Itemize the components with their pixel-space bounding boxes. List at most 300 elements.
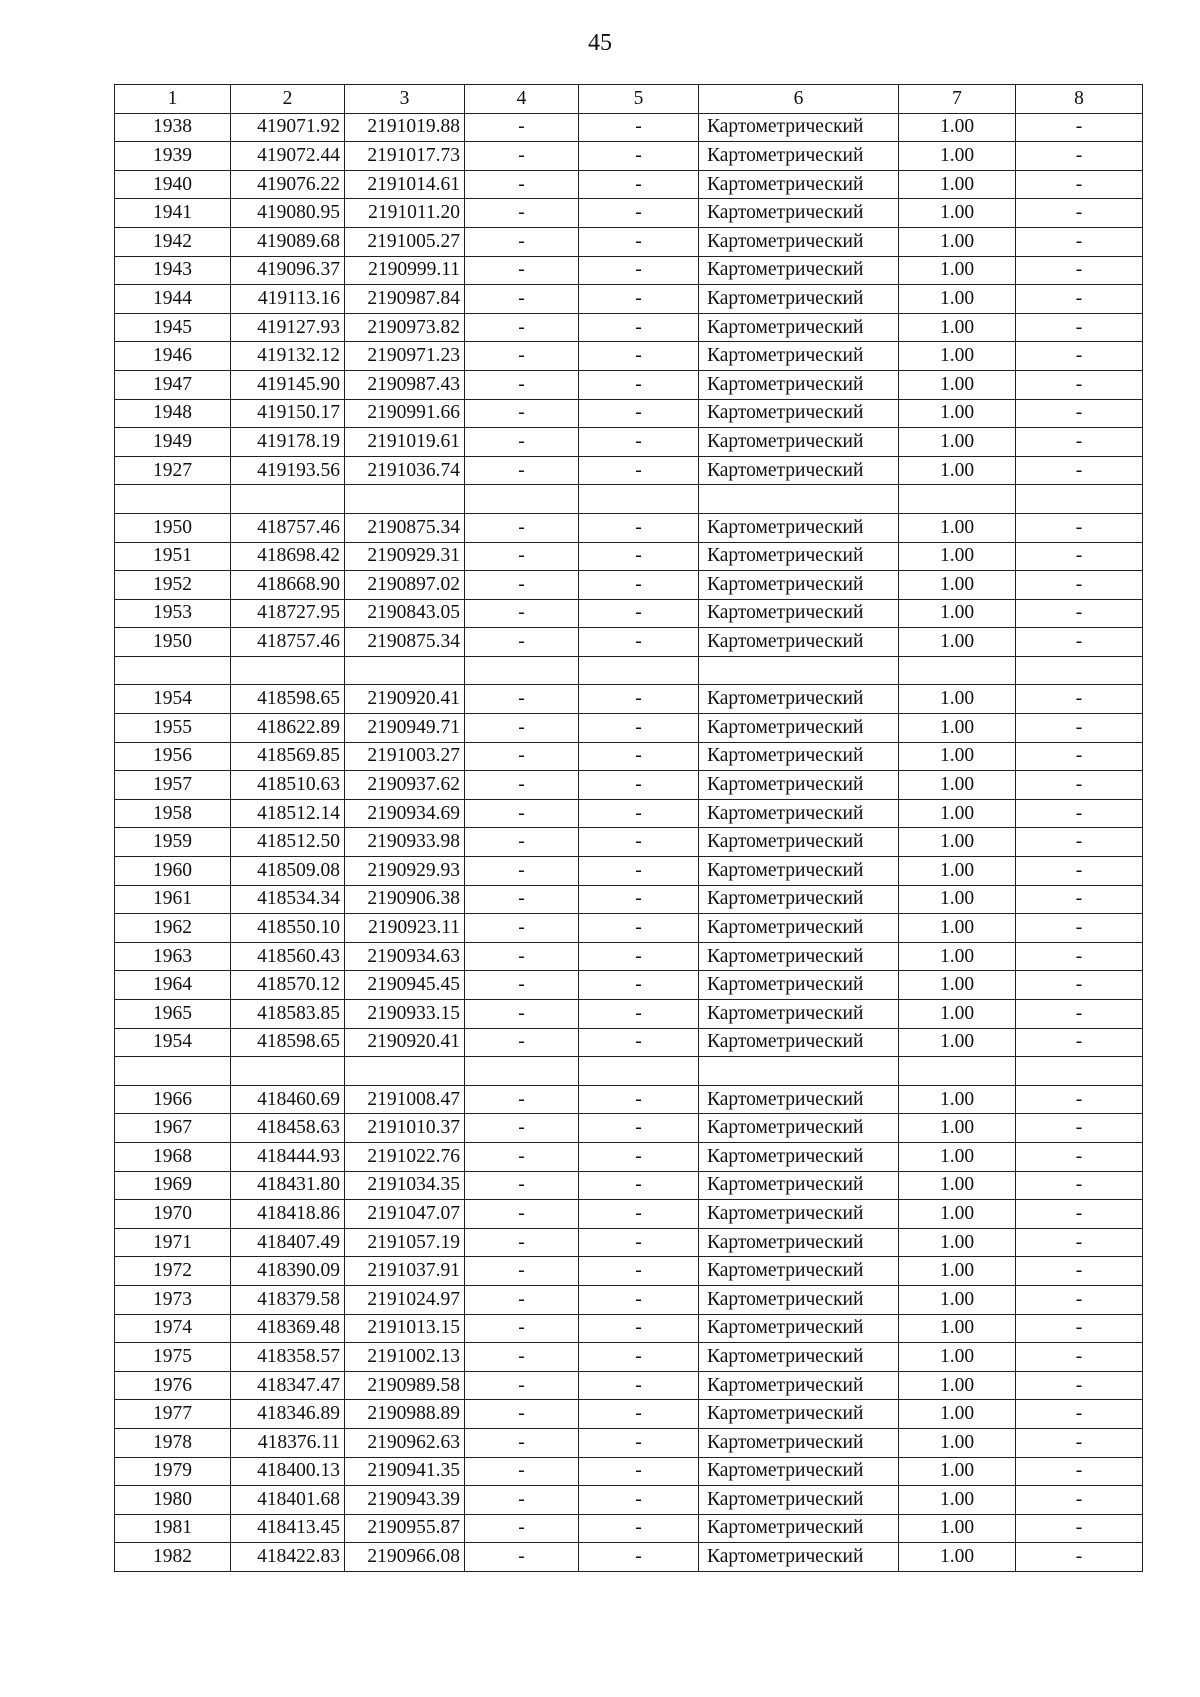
coordinates-table <box>114 84 1143 1572</box>
y-coordinate-cell: 2191014.61 <box>345 170 465 199</box>
col-4-cell: - <box>465 1000 579 1029</box>
table-row <box>115 113 1143 142</box>
col-8-cell: - <box>1016 1400 1143 1429</box>
col-5-cell: - <box>579 342 699 371</box>
x-coordinate-cell: 419076.22 <box>231 170 345 199</box>
col-4-cell: - <box>465 799 579 828</box>
table-row <box>115 971 1143 1000</box>
col-8-cell: - <box>1016 1543 1143 1572</box>
accuracy-cell: 1.00 <box>899 628 1016 657</box>
point-number-cell: 1975 <box>115 1343 231 1372</box>
y-coordinate-cell: 2191019.61 <box>345 428 465 457</box>
col-8-cell: - <box>1016 828 1143 857</box>
method-cell: Картометрический <box>699 1200 899 1229</box>
col-5-cell: - <box>579 113 699 142</box>
table-row <box>115 914 1143 943</box>
point-number-cell: 1956 <box>115 742 231 771</box>
page-number: 45 <box>588 30 612 56</box>
method-cell: Картометрический <box>699 1343 899 1372</box>
col-4-cell: - <box>465 1171 579 1200</box>
separator-cell <box>899 485 1016 514</box>
separator-cell <box>579 656 699 685</box>
accuracy-cell: 1.00 <box>899 256 1016 285</box>
col-4-cell: - <box>465 1543 579 1572</box>
col-8-cell: - <box>1016 599 1143 628</box>
col-4-cell: - <box>465 170 579 199</box>
col-5-cell: - <box>579 1285 699 1314</box>
col-5-cell: - <box>579 714 699 743</box>
col-5-cell: - <box>579 1371 699 1400</box>
separator-cell <box>1016 656 1143 685</box>
x-coordinate-cell: 419178.19 <box>231 428 345 457</box>
point-number-cell: 1955 <box>115 714 231 743</box>
col-4-cell: - <box>465 256 579 285</box>
method-cell: Картометрический <box>699 599 899 628</box>
col-8-cell: - <box>1016 285 1143 314</box>
col-8-cell: - <box>1016 370 1143 399</box>
separator-cell <box>231 1057 345 1086</box>
y-coordinate-cell: 2191034.35 <box>345 1171 465 1200</box>
col-5-cell: - <box>579 170 699 199</box>
x-coordinate-cell: 419127.93 <box>231 313 345 342</box>
table-row <box>115 1200 1143 1229</box>
col-5-cell: - <box>579 571 699 600</box>
point-number-cell: 1965 <box>115 1000 231 1029</box>
separator-cell <box>115 485 231 514</box>
col-8-cell: - <box>1016 914 1143 943</box>
accuracy-cell: 1.00 <box>899 1343 1016 1372</box>
col-5-cell: - <box>579 1114 699 1143</box>
point-number-cell: 1963 <box>115 942 231 971</box>
table-row <box>115 771 1143 800</box>
col-4-cell: - <box>465 971 579 1000</box>
accuracy-cell: 1.00 <box>899 942 1016 971</box>
point-number-cell: 1954 <box>115 685 231 714</box>
col-5-cell: - <box>579 399 699 428</box>
point-number-cell: 1941 <box>115 199 231 228</box>
col-8-cell: - <box>1016 1200 1143 1229</box>
col-5-cell: - <box>579 971 699 1000</box>
col-8-cell: - <box>1016 742 1143 771</box>
col-4-cell: - <box>465 313 579 342</box>
col-8-cell: - <box>1016 199 1143 228</box>
y-coordinate-cell: 2191037.91 <box>345 1257 465 1286</box>
accuracy-cell: 1.00 <box>899 399 1016 428</box>
method-cell: Картометрический <box>699 1000 899 1029</box>
col-5-cell: - <box>579 1028 699 1057</box>
x-coordinate-cell: 418512.50 <box>231 828 345 857</box>
method-cell: Картометрический <box>699 313 899 342</box>
point-number-cell: 1944 <box>115 285 231 314</box>
y-coordinate-cell: 2190933.98 <box>345 828 465 857</box>
point-number-cell: 1964 <box>115 971 231 1000</box>
accuracy-cell: 1.00 <box>899 456 1016 485</box>
col-5-cell: - <box>579 370 699 399</box>
column-header-6: 6 <box>699 85 899 114</box>
y-coordinate-cell: 2191036.74 <box>345 456 465 485</box>
col-5-cell: - <box>579 285 699 314</box>
col-5-cell: - <box>579 1200 699 1229</box>
col-4-cell: - <box>465 1200 579 1229</box>
table-row <box>115 1457 1143 1486</box>
col-4-cell: - <box>465 399 579 428</box>
y-coordinate-cell: 2190991.66 <box>345 399 465 428</box>
table-row <box>115 885 1143 914</box>
point-number-cell: 1959 <box>115 828 231 857</box>
point-number-cell: 1978 <box>115 1428 231 1457</box>
col-4-cell: - <box>465 1457 579 1486</box>
y-coordinate-cell: 2190875.34 <box>345 628 465 657</box>
x-coordinate-cell: 418560.43 <box>231 942 345 971</box>
point-number-cell: 1958 <box>115 799 231 828</box>
x-coordinate-cell: 419132.12 <box>231 342 345 371</box>
table-row <box>115 1486 1143 1515</box>
separator-cell <box>899 656 1016 685</box>
col-5-cell: - <box>579 628 699 657</box>
col-8-cell: - <box>1016 227 1143 256</box>
point-number-cell: 1948 <box>115 399 231 428</box>
x-coordinate-cell: 419150.17 <box>231 399 345 428</box>
point-number-cell: 1940 <box>115 170 231 199</box>
column-header-2: 2 <box>231 85 345 114</box>
col-4-cell: - <box>465 714 579 743</box>
table-row <box>115 142 1143 171</box>
col-4-cell: - <box>465 428 579 457</box>
col-5-cell: - <box>579 256 699 285</box>
col-4-cell: - <box>465 1257 579 1286</box>
accuracy-cell: 1.00 <box>899 428 1016 457</box>
table-row <box>115 1514 1143 1543</box>
point-number-cell: 1953 <box>115 599 231 628</box>
x-coordinate-cell: 418346.89 <box>231 1400 345 1429</box>
point-number-cell: 1979 <box>115 1457 231 1486</box>
x-coordinate-cell: 418698.42 <box>231 542 345 571</box>
method-cell: Картометрический <box>699 1028 899 1057</box>
col-8-cell: - <box>1016 1000 1143 1029</box>
accuracy-cell: 1.00 <box>899 1028 1016 1057</box>
col-8-cell: - <box>1016 857 1143 886</box>
accuracy-cell: 1.00 <box>899 857 1016 886</box>
col-5-cell: - <box>579 1257 699 1286</box>
accuracy-cell: 1.00 <box>899 199 1016 228</box>
method-cell: Картометрический <box>699 370 899 399</box>
col-8-cell: - <box>1016 1142 1143 1171</box>
accuracy-cell: 1.00 <box>899 571 1016 600</box>
method-cell: Картометрический <box>699 1428 899 1457</box>
x-coordinate-cell: 418569.85 <box>231 742 345 771</box>
point-number-cell: 1970 <box>115 1200 231 1229</box>
separator-cell <box>699 656 899 685</box>
point-number-cell: 1960 <box>115 857 231 886</box>
accuracy-cell: 1.00 <box>899 1371 1016 1400</box>
col-8-cell: - <box>1016 799 1143 828</box>
col-4-cell: - <box>465 599 579 628</box>
separator-cell <box>465 485 579 514</box>
method-cell: Картометрический <box>699 1228 899 1257</box>
method-cell: Картометрический <box>699 714 899 743</box>
accuracy-cell: 1.00 <box>899 1457 1016 1486</box>
y-coordinate-cell: 2190897.02 <box>345 571 465 600</box>
table-row <box>115 342 1143 371</box>
col-4-cell: - <box>465 1142 579 1171</box>
point-number-cell: 1973 <box>115 1285 231 1314</box>
col-5-cell: - <box>579 513 699 542</box>
point-number-cell: 1950 <box>115 628 231 657</box>
y-coordinate-cell: 2190929.31 <box>345 542 465 571</box>
table-row <box>115 571 1143 600</box>
col-5-cell: - <box>579 227 699 256</box>
method-cell: Картометрический <box>699 256 899 285</box>
method-cell: Картометрический <box>699 170 899 199</box>
table-row <box>115 256 1143 285</box>
point-number-cell: 1939 <box>115 142 231 171</box>
x-coordinate-cell: 419080.95 <box>231 199 345 228</box>
table-row <box>115 227 1143 256</box>
table-row <box>115 1000 1143 1029</box>
method-cell: Картометрический <box>699 342 899 371</box>
x-coordinate-cell: 418376.11 <box>231 1428 345 1457</box>
col-5-cell: - <box>579 1543 699 1572</box>
y-coordinate-cell: 2190923.11 <box>345 914 465 943</box>
table-row <box>115 1171 1143 1200</box>
accuracy-cell: 1.00 <box>899 1428 1016 1457</box>
table-row <box>115 1371 1143 1400</box>
col-8-cell: - <box>1016 1457 1143 1486</box>
col-5-cell: - <box>579 1343 699 1372</box>
method-cell: Картометрический <box>699 1457 899 1486</box>
y-coordinate-cell: 2191022.76 <box>345 1142 465 1171</box>
y-coordinate-cell: 2191057.19 <box>345 1228 465 1257</box>
accuracy-cell: 1.00 <box>899 1486 1016 1515</box>
col-5-cell: - <box>579 914 699 943</box>
y-coordinate-cell: 2190988.89 <box>345 1400 465 1429</box>
method-cell: Картометрический <box>699 1114 899 1143</box>
point-number-cell: 1966 <box>115 1085 231 1114</box>
col-5-cell: - <box>579 685 699 714</box>
col-4-cell: - <box>465 1228 579 1257</box>
x-coordinate-cell: 418622.89 <box>231 714 345 743</box>
table-row <box>115 170 1143 199</box>
table-row <box>115 1257 1143 1286</box>
x-coordinate-cell: 418550.10 <box>231 914 345 943</box>
table-row <box>115 1085 1143 1114</box>
y-coordinate-cell: 2191005.27 <box>345 227 465 256</box>
x-coordinate-cell: 418509.08 <box>231 857 345 886</box>
col-8-cell: - <box>1016 885 1143 914</box>
col-5-cell: - <box>579 1228 699 1257</box>
x-coordinate-cell: 418444.93 <box>231 1142 345 1171</box>
method-cell: Картометрический <box>699 399 899 428</box>
column-header-5: 5 <box>579 85 699 114</box>
point-number-cell: 1947 <box>115 370 231 399</box>
table-row <box>115 428 1143 457</box>
accuracy-cell: 1.00 <box>899 1142 1016 1171</box>
col-8-cell: - <box>1016 142 1143 171</box>
y-coordinate-cell: 2190945.45 <box>345 971 465 1000</box>
accuracy-cell: 1.00 <box>899 370 1016 399</box>
x-coordinate-cell: 418668.90 <box>231 571 345 600</box>
table-row <box>115 857 1143 886</box>
table-row <box>115 1400 1143 1429</box>
separator-cell <box>345 485 465 514</box>
x-coordinate-cell: 418757.46 <box>231 628 345 657</box>
separator-cell <box>1016 485 1143 514</box>
separator-cell <box>1016 1057 1143 1086</box>
table-row <box>115 1343 1143 1372</box>
separator-cell <box>115 656 231 685</box>
col-8-cell: - <box>1016 456 1143 485</box>
col-8-cell: - <box>1016 428 1143 457</box>
x-coordinate-cell: 418358.57 <box>231 1343 345 1372</box>
col-5-cell: - <box>579 1514 699 1543</box>
separator-cell <box>345 656 465 685</box>
accuracy-cell: 1.00 <box>899 1257 1016 1286</box>
accuracy-cell: 1.00 <box>899 1114 1016 1143</box>
accuracy-cell: 1.00 <box>899 1200 1016 1229</box>
table-row <box>115 456 1143 485</box>
col-5-cell: - <box>579 799 699 828</box>
method-cell: Картометрический <box>699 1314 899 1343</box>
col-8-cell: - <box>1016 1314 1143 1343</box>
col-5-cell: - <box>579 1142 699 1171</box>
point-number-cell: 1954 <box>115 1028 231 1057</box>
col-4-cell: - <box>465 370 579 399</box>
table-row <box>115 1142 1143 1171</box>
x-coordinate-cell: 419096.37 <box>231 256 345 285</box>
y-coordinate-cell: 2190962.63 <box>345 1428 465 1457</box>
accuracy-cell: 1.00 <box>899 142 1016 171</box>
col-5-cell: - <box>579 1085 699 1114</box>
x-coordinate-cell: 418570.12 <box>231 971 345 1000</box>
col-5-cell: - <box>579 885 699 914</box>
col-5-cell: - <box>579 542 699 571</box>
x-coordinate-cell: 418407.49 <box>231 1228 345 1257</box>
accuracy-cell: 1.00 <box>899 771 1016 800</box>
col-5-cell: - <box>579 1000 699 1029</box>
separator-cell <box>899 1057 1016 1086</box>
y-coordinate-cell: 2191013.15 <box>345 1314 465 1343</box>
x-coordinate-cell: 418534.34 <box>231 885 345 914</box>
col-8-cell: - <box>1016 1285 1143 1314</box>
method-cell: Картометрический <box>699 571 899 600</box>
x-coordinate-cell: 419072.44 <box>231 142 345 171</box>
y-coordinate-cell: 2190937.62 <box>345 771 465 800</box>
col-4-cell: - <box>465 142 579 171</box>
point-number-cell: 1927 <box>115 456 231 485</box>
method-cell: Картометрический <box>699 685 899 714</box>
accuracy-cell: 1.00 <box>899 1085 1016 1114</box>
accuracy-cell: 1.00 <box>899 685 1016 714</box>
x-coordinate-cell: 418422.83 <box>231 1543 345 1572</box>
accuracy-cell: 1.00 <box>899 227 1016 256</box>
col-8-cell: - <box>1016 542 1143 571</box>
y-coordinate-cell: 2190941.35 <box>345 1457 465 1486</box>
point-number-cell: 1961 <box>115 885 231 914</box>
method-cell: Картометрический <box>699 227 899 256</box>
y-coordinate-cell: 2191017.73 <box>345 142 465 171</box>
table-row <box>115 714 1143 743</box>
separator-cell <box>465 656 579 685</box>
separator-cell <box>465 1057 579 1086</box>
x-coordinate-cell: 419193.56 <box>231 456 345 485</box>
method-cell: Картометрический <box>699 742 899 771</box>
table-row <box>115 1314 1143 1343</box>
accuracy-cell: 1.00 <box>899 714 1016 743</box>
accuracy-cell: 1.00 <box>899 285 1016 314</box>
col-8-cell: - <box>1016 714 1143 743</box>
accuracy-cell: 1.00 <box>899 885 1016 914</box>
col-4-cell: - <box>465 342 579 371</box>
col-5-cell: - <box>579 942 699 971</box>
accuracy-cell: 1.00 <box>899 799 1016 828</box>
col-4-cell: - <box>465 1514 579 1543</box>
accuracy-cell: 1.00 <box>899 1514 1016 1543</box>
accuracy-cell: 1.00 <box>899 828 1016 857</box>
col-8-cell: - <box>1016 571 1143 600</box>
y-coordinate-cell: 2190906.38 <box>345 885 465 914</box>
col-4-cell: - <box>465 685 579 714</box>
col-4-cell: - <box>465 1085 579 1114</box>
method-cell: Картометрический <box>699 771 899 800</box>
table-row <box>115 285 1143 314</box>
y-coordinate-cell: 2191019.88 <box>345 113 465 142</box>
separator-cell <box>699 485 899 514</box>
column-header-7: 7 <box>899 85 1016 114</box>
col-4-cell: - <box>465 1371 579 1400</box>
point-number-cell: 1952 <box>115 571 231 600</box>
accuracy-cell: 1.00 <box>899 599 1016 628</box>
x-coordinate-cell: 419071.92 <box>231 113 345 142</box>
table-row <box>115 1285 1143 1314</box>
x-coordinate-cell: 418379.58 <box>231 1285 345 1314</box>
x-coordinate-cell: 418757.46 <box>231 513 345 542</box>
col-5-cell: - <box>579 1171 699 1200</box>
col-4-cell: - <box>465 1028 579 1057</box>
table-row <box>115 399 1143 428</box>
col-5-cell: - <box>579 1457 699 1486</box>
accuracy-cell: 1.00 <box>899 971 1016 1000</box>
table-row <box>115 685 1143 714</box>
table-row <box>115 828 1143 857</box>
y-coordinate-cell: 2190920.41 <box>345 685 465 714</box>
separator-cell <box>115 1057 231 1086</box>
col-8-cell: - <box>1016 1343 1143 1372</box>
header-row <box>115 85 1143 114</box>
column-header-4: 4 <box>465 85 579 114</box>
col-8-cell: - <box>1016 1257 1143 1286</box>
point-number-cell: 1943 <box>115 256 231 285</box>
col-4-cell: - <box>465 885 579 914</box>
point-number-cell: 1980 <box>115 1486 231 1515</box>
y-coordinate-cell: 2190987.43 <box>345 370 465 399</box>
point-number-cell: 1968 <box>115 1142 231 1171</box>
table-row <box>115 599 1143 628</box>
col-8-cell: - <box>1016 1171 1143 1200</box>
accuracy-cell: 1.00 <box>899 1543 1016 1572</box>
accuracy-cell: 1.00 <box>899 313 1016 342</box>
col-4-cell: - <box>465 1285 579 1314</box>
col-5-cell: - <box>579 771 699 800</box>
col-8-cell: - <box>1016 113 1143 142</box>
col-8-cell: - <box>1016 1371 1143 1400</box>
separator-cell <box>579 485 699 514</box>
col-4-cell: - <box>465 1314 579 1343</box>
method-cell: Картометрический <box>699 828 899 857</box>
table-row <box>115 313 1143 342</box>
col-8-cell: - <box>1016 313 1143 342</box>
col-8-cell: - <box>1016 1428 1143 1457</box>
method-cell: Картометрический <box>699 199 899 228</box>
